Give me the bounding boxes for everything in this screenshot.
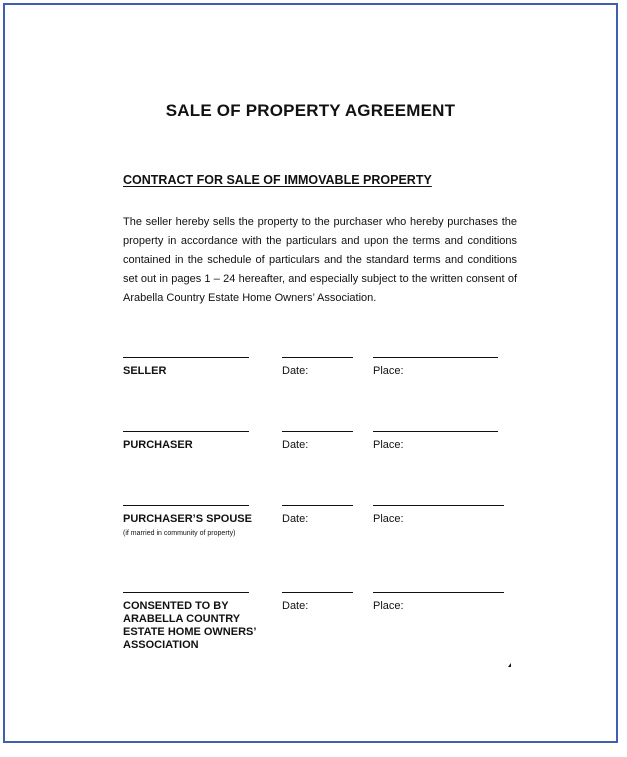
spouse-place-line: [373, 505, 504, 506]
purchaser-place-line: [373, 431, 498, 432]
association-place-label: Place:: [373, 600, 404, 612]
corner-mark-icon: [508, 663, 511, 667]
seller-place-label: Place:: [373, 365, 404, 377]
association-label-line: ESTATE HOME OWNERS’: [123, 626, 257, 638]
spouse-signature-line: [123, 505, 249, 506]
purchaser-place-label: Place:: [373, 439, 404, 451]
association-signature-line: [123, 592, 249, 593]
spouse-date-label: Date:: [282, 513, 309, 525]
spouse-label: PURCHASER’S SPOUSE: [123, 513, 252, 525]
purchaser-date-line: [282, 431, 353, 432]
seller-place-line: [373, 357, 498, 358]
association-label-line: ARABELLA COUNTRY: [123, 613, 241, 625]
association-label-line: CONSENTED TO BY: [123, 600, 229, 612]
spouse-note: (if married in community of property): [123, 530, 236, 537]
association-date-label: Date:: [282, 600, 309, 612]
purchaser-signature-line: [123, 431, 249, 432]
spouse-date-line: [282, 505, 353, 506]
association-label-line: ASSOCIATION: [123, 639, 199, 651]
document-page: [3, 3, 618, 743]
spouse-place-label: Place:: [373, 513, 404, 525]
purchaser-date-label: Date:: [282, 439, 309, 451]
association-label: [123, 600, 256, 652]
seller-signature-line: [123, 357, 249, 358]
seller-label: SELLER: [123, 365, 167, 377]
document-title: SALE OF PROPERTY AGREEMENT: [165, 101, 456, 120]
seller-date-label: Date:: [282, 365, 309, 377]
document-subtitle: CONTRACT FOR SALE OF IMMOVABLE PROPERTY: [123, 173, 432, 187]
seller-date-line: [282, 357, 353, 358]
purchaser-label: PURCHASER: [123, 439, 193, 451]
association-place-line: [373, 592, 504, 593]
contract-body-paragraph: The seller hereby sells the property to the purchaser who hereby purchases the property in accordance with the particulars and upon the terms and conditions contained in the schedule of particulars and the standard terms and conditions set out in pages 1 – 24 hereafter, and especially subject to the written consent of Arabella Country Estate Home Owners’ Association.: [123, 216, 517, 304]
association-date-line: [282, 592, 353, 593]
